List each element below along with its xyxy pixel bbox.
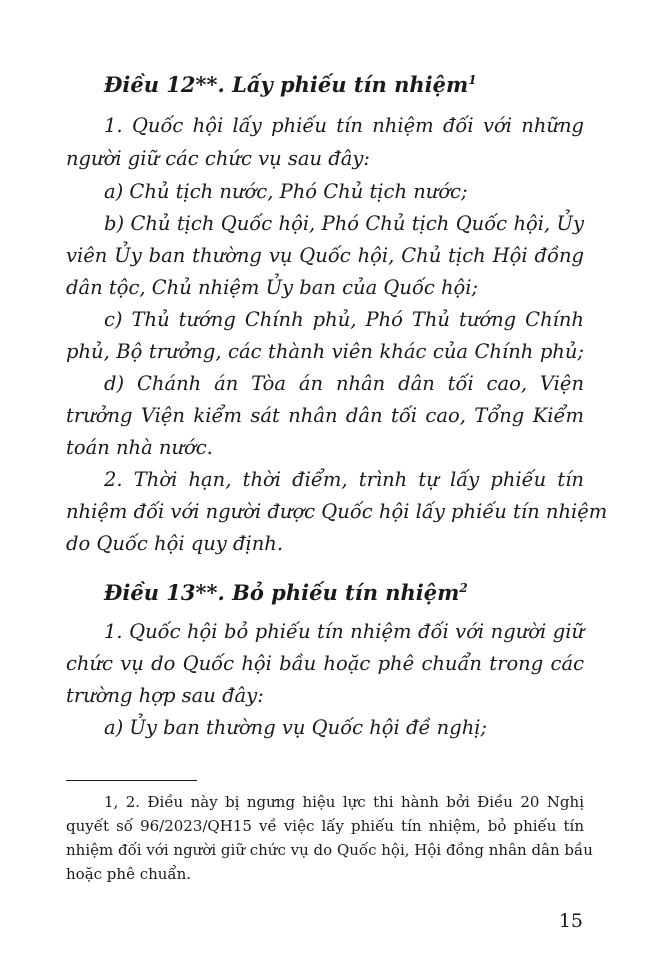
article-12-line: viên Ủy ban thường vụ Quốc hội, Chủ tịch Hội đồng [66,244,584,267]
article-12-line: nhiệm đối với người được Quốc hội lấy phiếu tín nhiệm [66,500,608,523]
article-12-line: do Quốc hội quy định. [66,532,284,555]
footnote-ref-1: 1 [468,73,477,87]
footnote-line: nhiệm đối với người giữ chức vụ do Quốc hội, Hội đồng nhân dân bầu [66,841,593,859]
article-12-line: toán nhà nước. [66,436,213,459]
article-12-line: c) Thủ tướng Chính phủ, Phó Thủ tướng Chính [104,308,584,331]
article-13-line: trường hợp sau đây: [66,684,264,707]
footnote-line: hoặc phê chuẩn. [66,865,192,883]
footnote-divider [66,780,197,781]
article-12-line: d) Chánh án Tòa án nhân dân tối cao, Viện [104,372,584,395]
article-13-heading: Điều 13**. Bỏ phiếu tín nhiệm$^2$ [104,580,468,605]
article-13-line: a) Ủy ban thường vụ Quốc hội đề nghị; [104,716,488,739]
article-12-line: người giữ các chức vụ sau đây: [66,147,370,170]
article-12-line: b) Chủ tịch Quốc hội, Phó Chủ tịch Quốc hội, Ủy [104,212,584,235]
article-12-line: dân tộc, Chủ nhiệm Ủy ban của Quốc hội; [66,276,479,299]
article-12-line: 1. Quốc hội lấy phiếu tín nhiệm đối với những [104,114,584,137]
article-12-line: trưởng Viện kiểm sát nhân dân tối cao, Tổng Kiểm [66,404,584,427]
footnote-line: quyết số 96/2023/QH15 về việc lấy phiếu tín nhiệm, bỏ phiếu tín [66,817,584,835]
article-12-line: phủ, Bộ trưởng, các thành viên khác của Chính phủ; [66,340,584,363]
article-12-line: 2. Thời hạn, thời điểm, trình tự lấy phiếu tín [104,468,584,491]
article-13-line: 1. Quốc hội bỏ phiếu tín nhiệm đối với người giữ [104,620,584,643]
article-13-line: chức vụ do Quốc hội bầu hoặc phê chuẩn trong các [66,652,584,675]
article-12-heading: Điều 12**. Lấy phiếu tín nhiệm$^1$ [104,72,477,97]
footnote-line: 1, 2. Điều này bị ngưng hiệu lực thi hành bởi Điều 20 Nghị [104,793,584,811]
page-number: 15 [558,910,583,932]
footnote-ref-2: 2 [459,581,468,595]
article-12-line: a) Chủ tịch nước, Phó Chủ tịch nước; [104,180,468,203]
